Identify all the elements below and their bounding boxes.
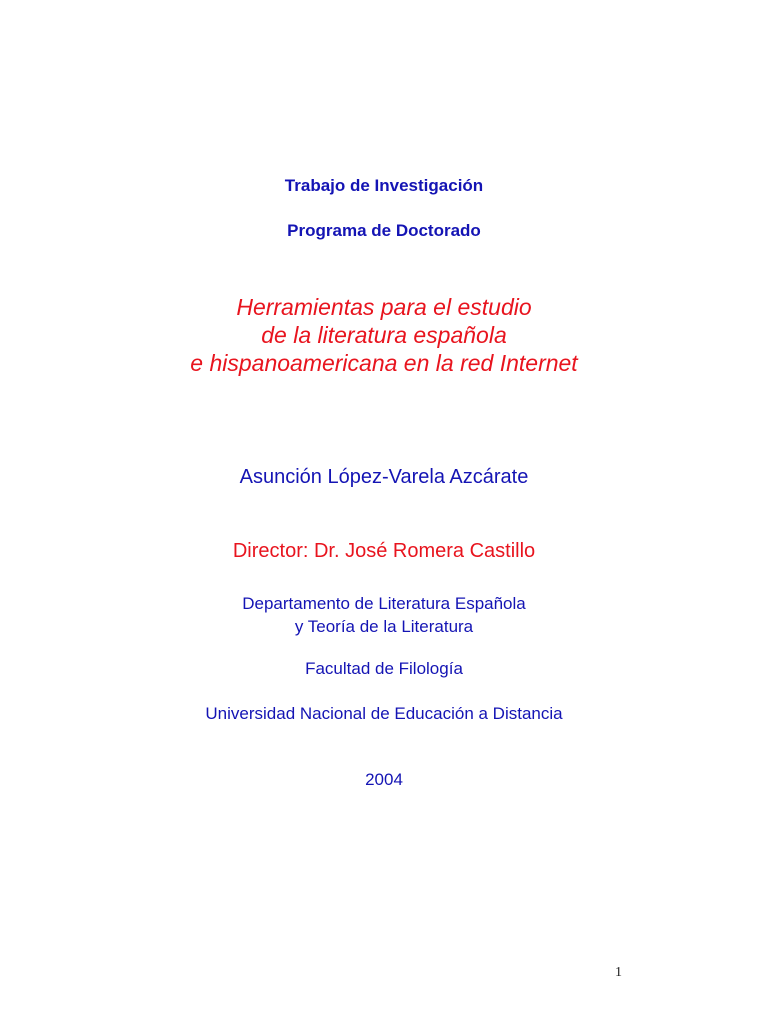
title-line-3: e hispanoamericana en la red Internet	[190, 350, 578, 376]
research-work-heading: Trabajo de Investigación	[284, 176, 484, 195]
director-name: Director: Dr. José Romera Castillo	[232, 540, 536, 562]
department	[0, 592, 768, 638]
department-line-2: y Teoría de la Literatura	[294, 617, 474, 636]
university-name: Universidad Nacional de Educación a Distancia	[205, 704, 563, 723]
author-name: Asunción López-Varela Azcárate	[239, 466, 529, 488]
title-line-2: de la literatura española	[261, 322, 507, 348]
faculty-name: Facultad de Filología	[305, 659, 463, 678]
publication-year: 2004	[365, 770, 403, 789]
document-title	[0, 293, 768, 377]
title-line-1: Herramientas para el estudio	[236, 294, 532, 320]
department-line-1: Departamento de Literatura Española	[242, 594, 526, 613]
doctorate-program-heading: Programa de Doctorado	[287, 221, 481, 240]
page-number: 1	[615, 965, 622, 980]
